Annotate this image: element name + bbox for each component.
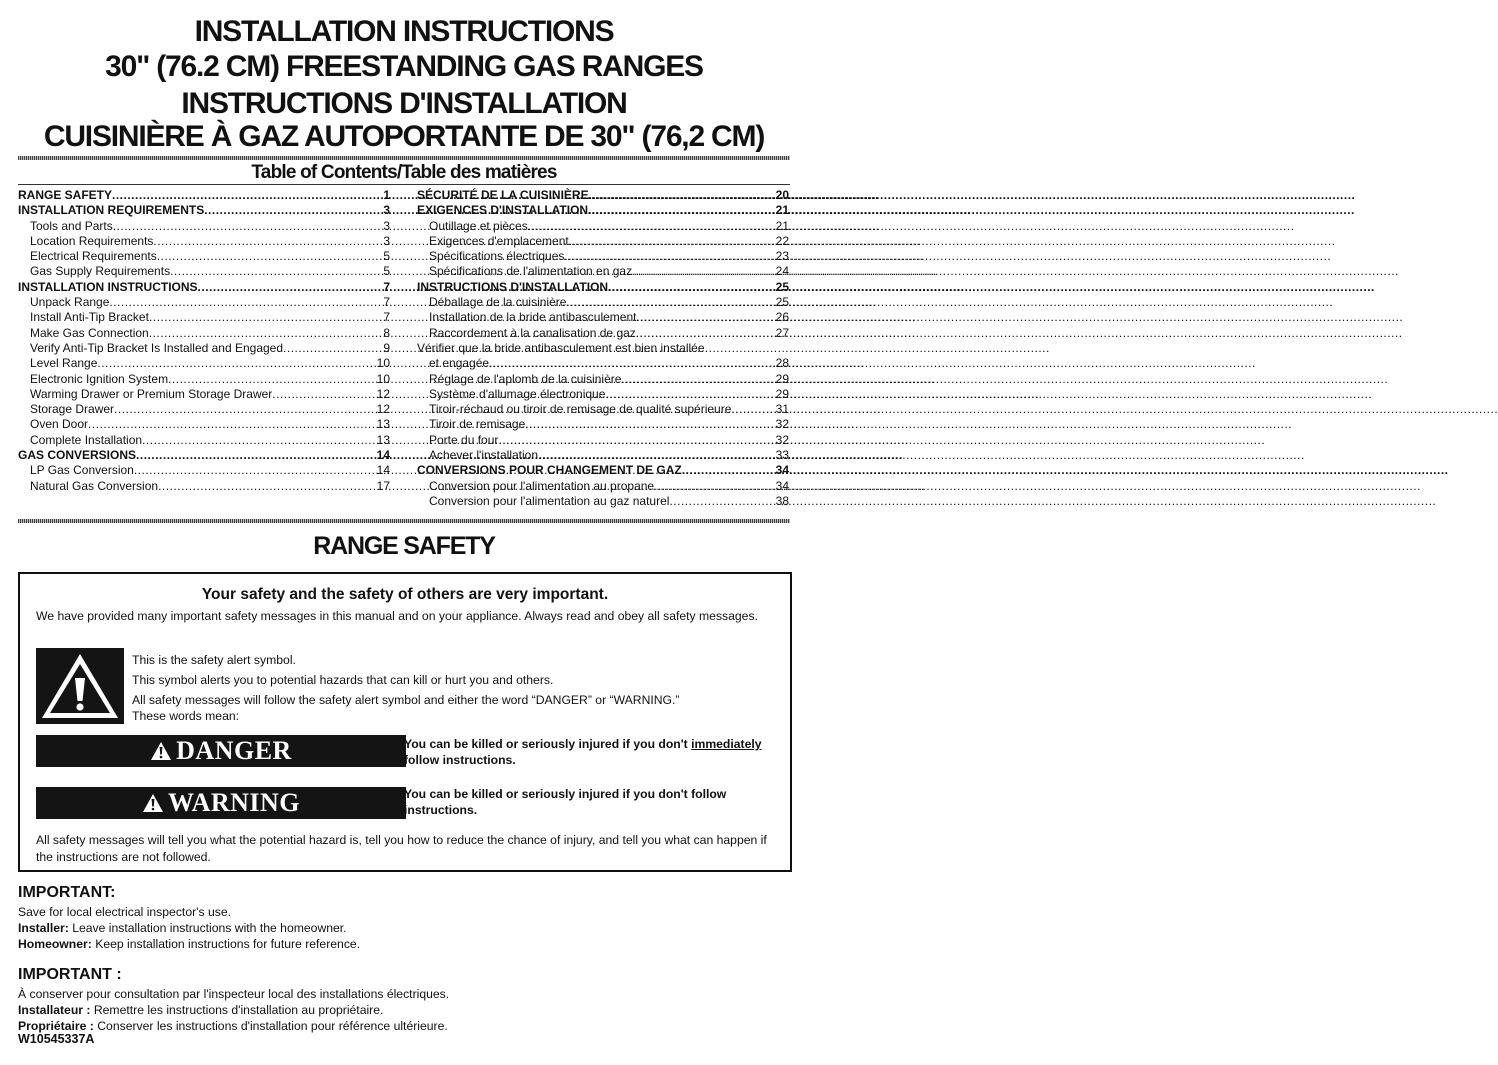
toc-entry [417, 433, 789, 448]
toc-entry [18, 310, 390, 325]
toc-entry-page: 12 [376, 386, 390, 401]
toc-entry-page: 8 [383, 325, 390, 340]
toc-leader-dots [136, 448, 377, 463]
toc-leader-dots [283, 341, 383, 356]
toc-rule [18, 519, 790, 523]
toc-entry [417, 356, 789, 371]
toc-leader-dots [153, 234, 383, 249]
safety-closing: All safety messages will tell you what the potential hazard is, tell you how to reduce the chance of injury, and tell you what can happen if the instructions are not followed. [36, 833, 767, 864]
toc-entry-label: Achever l'installation [429, 448, 539, 463]
toc-entry-label: Système d'allumage électronique [429, 386, 606, 401]
toc-entry-page: 1 [383, 188, 390, 202]
proprietaire-label: Propriétaire : [18, 1019, 94, 1033]
toc-entry [18, 203, 390, 218]
toc-entry [417, 219, 789, 234]
toc-leader-dots [142, 433, 377, 448]
toc-entry [417, 402, 789, 417]
important-en-title: IMPORTANT: [18, 884, 116, 901]
alert-line-3: All safety messages will follow the safety alert symbol and either the word “DANGER” or “WARNING.” [132, 693, 680, 707]
toc-entry [18, 219, 390, 234]
toc-entry [417, 463, 789, 478]
toc-entry-page: 7 [383, 310, 390, 325]
toc-entry [18, 387, 390, 402]
installer-label: Installer: [18, 921, 69, 935]
toc-entry [18, 372, 390, 387]
toc-entry-page: 25 [775, 295, 789, 310]
toc-leader-dots [632, 264, 776, 279]
toc-leader-dots [682, 463, 776, 478]
toc-entry-label: INSTALLATION INSTRUCTIONS [18, 279, 198, 294]
toc-entry-page: 26 [775, 310, 789, 325]
toc-entry-page: 34 [775, 463, 789, 478]
toc-leader-dots [525, 417, 775, 432]
toc-entry-page: 32 [775, 432, 789, 447]
toc-entry-page: 33 [775, 448, 789, 463]
toc-leader-dots [608, 280, 776, 295]
toc-leader-dots [654, 479, 776, 494]
toc-entry [18, 188, 390, 203]
toc-entry-page: 3 [383, 218, 390, 233]
toc-entry [417, 494, 789, 509]
toc-entry-label: GAS CONVERSIONS [18, 448, 137, 463]
title-line-3: INSTRUCTIONS D'INSTALLATION [181, 87, 627, 120]
warning-description: You can be killed or seriously injured if you don't follow instructions. [404, 787, 727, 817]
toc-entry-label: Outillage et pièces [429, 218, 528, 233]
toc-leader-dots [636, 310, 775, 325]
toc-entry [18, 341, 390, 356]
toc-leader-dots [588, 203, 776, 218]
danger-desc-emphasis: immediately [691, 737, 762, 751]
title-line-4: CUISINIÈRE À GAZ AUTOPORTANTE DE 30" (76,2 CM) [43, 120, 765, 153]
toc-entry-page: 7 [383, 279, 390, 294]
toc-entry-page: 14 [376, 463, 390, 478]
toc-leader-dots [198, 280, 384, 295]
toc-entry-label: Verify Anti-Tip Bracket Is Installed and Engaged [30, 340, 284, 355]
toc-entry-page: 13 [376, 417, 390, 432]
warning-alert-icon [142, 793, 164, 813]
danger-label: DANGER [176, 736, 292, 765]
toc-entry [417, 234, 789, 249]
toc-entry-label: Conversion pour l'alimentation au gaz naturel [429, 493, 670, 508]
toc-entry-label: Location Requirements [30, 233, 154, 248]
toc-entry-page: 28 [775, 356, 789, 371]
toc-entry-label: Spécifications électriques [429, 249, 565, 264]
toc-entry-label: Storage Drawer [30, 402, 115, 417]
toc-entry [18, 356, 390, 371]
toc-entry-page: 27 [775, 325, 789, 340]
important-en-installer [18, 920, 347, 936]
toc-entry-label: CONVERSIONS POUR CHANGEMENT DE GAZ [417, 463, 682, 478]
toc-leader-dots [636, 326, 776, 341]
alert-line-1: This is the safety alert symbol. [132, 653, 296, 667]
installateur-text: Remettre les instructions d'installation au propriétaire. [90, 1003, 384, 1017]
toc-entry [417, 280, 789, 295]
toc-entry-label: Vérifier que la bride antibasculement est bien installée [417, 340, 705, 355]
toc-entry-page: 21 [775, 203, 789, 218]
toc-entry-label: Tiroir de remisage [429, 417, 526, 432]
toc-leader-dots [168, 372, 377, 387]
toc-entry-page: 29 [775, 371, 789, 386]
toc-leader-dots [589, 188, 776, 203]
toc-entry-label: Installation de la bride antibasculement [429, 310, 637, 325]
toc-leader-dots [569, 234, 776, 249]
toc-entry [18, 234, 390, 249]
toc-leader-dots [109, 295, 383, 310]
toc-entry [18, 249, 390, 264]
toc-entry-page: 10 [376, 356, 390, 371]
toc-entry-label: et engagée [429, 356, 490, 371]
toc-entry [18, 264, 390, 279]
toc-entry-page: 23 [775, 249, 789, 264]
toc-entry-label: Gas Supply Requirements [30, 264, 171, 279]
toc-leader-dots [605, 387, 775, 402]
toc-leader-dots [564, 249, 775, 264]
toc-leader-dots [149, 310, 383, 325]
toc-entry [18, 433, 390, 448]
toc-entry [18, 463, 390, 478]
toc-entry [417, 479, 789, 494]
toc-entry-page: 38 [775, 493, 789, 508]
danger-sign [36, 735, 406, 767]
toc-leader-dots [538, 448, 776, 463]
toc-entry-label: Oven Door [30, 417, 89, 432]
toc-entry [18, 479, 390, 494]
toc-entry [18, 295, 390, 310]
important-fr-title: IMPORTANT : [18, 966, 122, 983]
toc-entry [18, 402, 390, 417]
toc-entry-label: Natural Gas Conversion [30, 478, 159, 493]
toc-leader-dots [112, 188, 383, 203]
toc-leader-dots [158, 479, 377, 494]
range-safety-title: RANGE SAFETY [313, 532, 495, 560]
toc-entry-page: 14 [376, 448, 390, 463]
toc-entry-page: 5 [383, 264, 390, 279]
toc-title-underline [18, 184, 790, 185]
toc-entry [417, 203, 789, 218]
installer-text: Leave installation instructions with the homeowner. [68, 921, 347, 935]
toc-entry [18, 417, 390, 432]
toc-entry [417, 387, 789, 402]
toc-entry-label: Réglage de l'aplomb de la cuisinière [429, 371, 622, 386]
toc-entry-page: 5 [383, 249, 390, 264]
safety-heading: Your safety and the safety of others are very important. [201, 586, 609, 603]
toc-entry [18, 326, 390, 341]
toc-entry-label: Tiroir-réchaud ou tiroir de remisage de qualité supérieure [429, 402, 732, 417]
toc-leader-dots [157, 249, 384, 264]
toc-entry [417, 372, 789, 387]
warning-label: WARNING [167, 788, 301, 817]
important-en-line1: Save for local electrical inspector's use. [18, 905, 231, 919]
important-fr-line1: À conserver pour consultation par l'inspecteur local des installations électriques. [18, 987, 450, 1001]
toc-entry-label: RANGE SAFETY [18, 188, 113, 202]
title-line-2: 30" (76.2 CM) FREESTANDING GAS RANGES [105, 50, 703, 83]
toc-left-column [18, 188, 390, 494]
toc-entry-page: 25 [775, 279, 789, 294]
toc-entry-page: 31 [775, 402, 789, 417]
important-fr-installer [18, 1002, 383, 1018]
toc-leader-dots [498, 433, 775, 448]
toc-entry [417, 188, 789, 203]
danger-alert-icon [150, 741, 172, 761]
installateur-label: Installateur : [18, 1003, 91, 1017]
toc-entry-label: SÉCURITÉ DE LA CUISINIÈRE [417, 188, 589, 202]
title-line-1: INSTALLATION INSTRUCTIONS [194, 15, 614, 48]
toc-entry [417, 417, 789, 432]
toc-entry-label: Install Anti-Tip Bracket [30, 310, 149, 325]
toc-entry-label: EXIGENCES D'INSTALLATION [417, 203, 589, 218]
homeowner-text: Keep installation instructions for future reference. [91, 937, 361, 951]
toc-entry-page: 3 [383, 233, 390, 248]
toc-entry-label: LP Gas Conversion [30, 463, 134, 478]
toc-entry-page: 32 [775, 417, 789, 432]
toc-entry-page: 13 [376, 432, 390, 447]
danger-desc-part1: You can be killed or seriously injured if you don't [404, 737, 692, 751]
header-rule [18, 156, 790, 160]
proprietaire-text: Conserver les instructions d'installation pour référence ultérieure. [93, 1019, 448, 1033]
toc-entry [417, 326, 789, 341]
toc-entry-label: Electrical Requirements [30, 249, 157, 264]
danger-desc-part2: follow instructions. [404, 753, 516, 767]
toc-entry-label: Spécifications de l'alimentation en gaz [429, 264, 633, 279]
toc-leader-dots [731, 402, 775, 417]
toc-entry-label: Complete Installation [30, 432, 143, 447]
toc-leader-dots [149, 326, 384, 341]
toc-leader-dots [669, 494, 775, 509]
document-number: W10545337A [18, 1032, 95, 1046]
toc-entry-page: 21 [775, 218, 789, 233]
toc-entry-page: 20 [775, 188, 789, 202]
warning-sign [36, 787, 406, 819]
toc-entry [417, 310, 789, 325]
toc-entry [417, 341, 789, 356]
important-en-homeowner [18, 936, 360, 952]
toc-entry-page: 22 [775, 233, 789, 248]
toc-leader-dots [621, 372, 775, 387]
toc-leader-dots [88, 417, 377, 432]
toc-entry-page: 12 [376, 402, 390, 417]
toc-leader-dots [272, 387, 376, 402]
toc-entry-label: INSTALLATION REQUIREMENTS [18, 203, 205, 218]
toc-entry-label: Tools and Parts [30, 218, 113, 233]
toc-leader-dots [170, 264, 383, 279]
toc-entry-page: 17 [376, 478, 390, 493]
homeowner-label: Homeowner: [18, 937, 92, 951]
toc-entry-label: Warming Drawer or Premium Storage Drawer [30, 386, 273, 401]
toc-entry-label: INSTRUCTIONS D'INSTALLATION [417, 279, 609, 294]
toc-entry-label: Unpack Range [30, 295, 110, 310]
toc-entry-label: Exigences d'emplacement [429, 233, 569, 248]
toc-leader-dots [204, 203, 383, 218]
safety-box [18, 572, 792, 872]
toc-entry-label: Déballage de la cuisinière [429, 295, 567, 310]
toc-entry-page: 10 [376, 371, 390, 386]
toc-entry-page: 3 [383, 203, 390, 218]
danger-description [404, 736, 780, 768]
toc-leader-dots [114, 402, 377, 417]
toc-entry-label: Conversion pour l'alimentation au propane [429, 478, 655, 493]
toc-entry-label: Raccordement à la canalisation de gaz [429, 325, 636, 340]
toc-entry-page: 9 [383, 340, 390, 355]
alert-line-4: These words mean: [132, 709, 240, 723]
safety-intro: We have provided many important safety messages in this manual and on your appliance. Always read and obey all safety messages. [36, 609, 758, 623]
toc-leader-dots [134, 463, 377, 478]
safety-alert-icon [36, 648, 124, 724]
toc-right-column [417, 188, 789, 509]
toc-entry [18, 280, 390, 295]
toc-leader-dots [97, 356, 376, 371]
toc-leader-dots [113, 219, 384, 234]
toc-entry-label: Electronic Ignition System [30, 371, 169, 386]
toc-entry-page: 7 [383, 295, 390, 310]
alert-line-2: This symbol alerts you to potential hazards that can kill or hurt you and others. [132, 673, 554, 687]
toc-entry-page: 34 [775, 478, 789, 493]
toc-entry [18, 448, 390, 463]
toc-entry-page: 29 [775, 386, 789, 401]
toc-leader-dots [528, 219, 776, 234]
toc-entry-label: Level Range [30, 356, 98, 371]
toc-entry [417, 448, 789, 463]
toc-entry-label: Make Gas Connection [30, 325, 149, 340]
toc-entry-label: Porte du four [429, 432, 499, 447]
toc-title: Table of Contents/Table des matières [251, 162, 557, 183]
toc-entry [417, 264, 789, 279]
toc-entry [417, 295, 789, 310]
toc-leader-dots [566, 295, 775, 310]
toc-leader-dots [489, 356, 776, 371]
toc-entry [417, 249, 789, 264]
toc-entry-page: 24 [775, 264, 789, 279]
